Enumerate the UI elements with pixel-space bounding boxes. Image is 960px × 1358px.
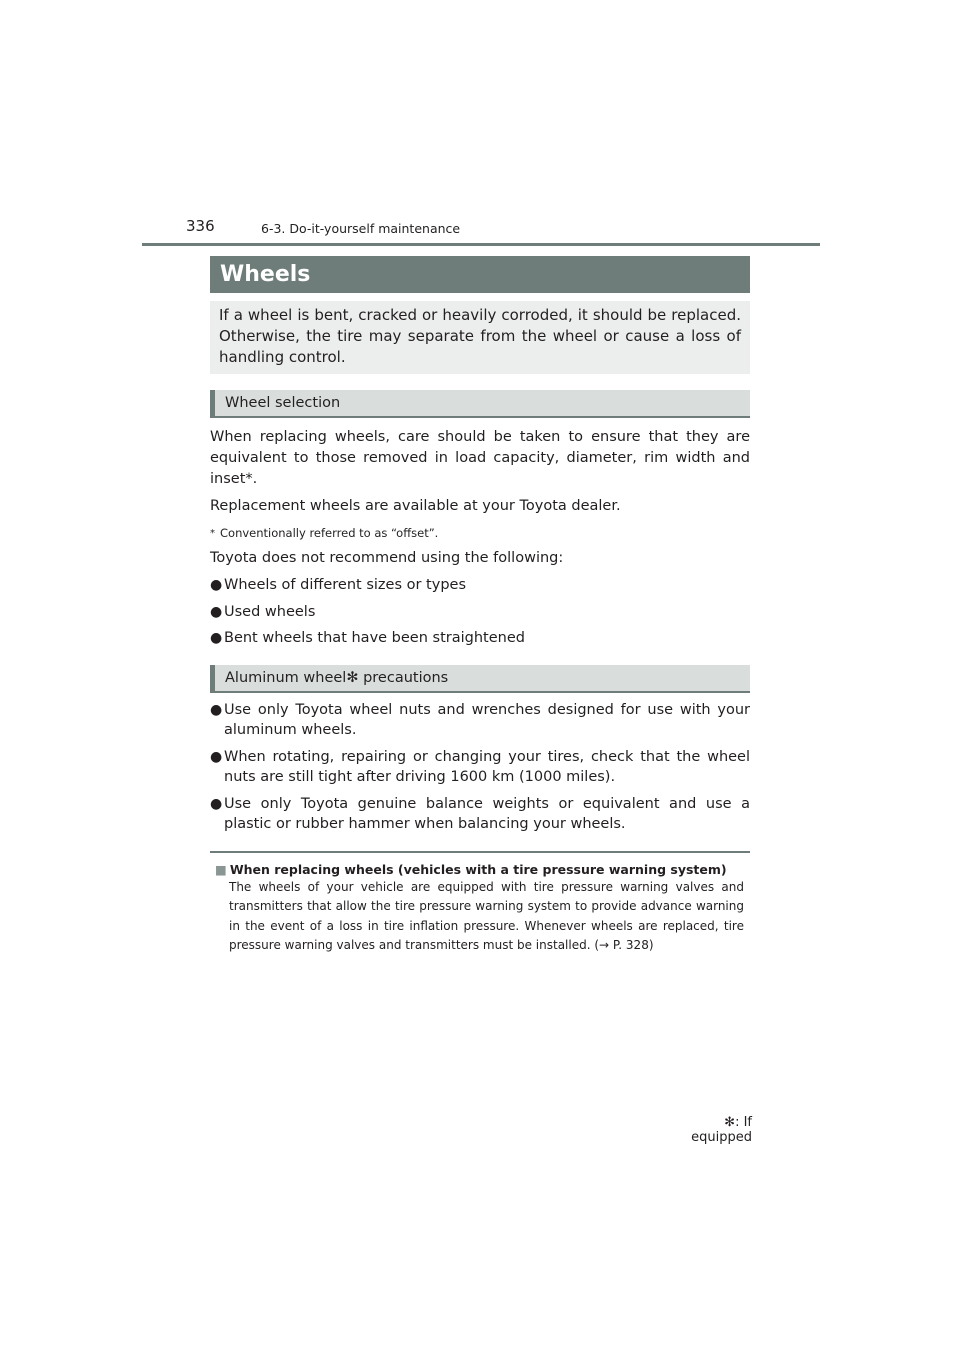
list-item xyxy=(210,794,750,835)
note-box xyxy=(210,853,750,956)
bullet-icon: ● xyxy=(210,630,223,646)
footnote-text: Conventionally referred to as “offset”. xyxy=(220,526,439,540)
aluminum-precautions-heading: Aluminum wheel✻ precautions xyxy=(210,665,750,693)
list-item xyxy=(210,628,750,649)
page-content xyxy=(210,256,750,956)
note-heading xyxy=(215,861,744,878)
square-icon: ■ xyxy=(215,861,227,877)
dealer-paragraph: Replacement wheels are available at your Toyota dealer. xyxy=(210,498,621,514)
if-equipped-note: ✻: If equipped xyxy=(691,1115,752,1145)
list-item-text: Use only Toyota wheel nuts and wrenches designed for use with your aluminum wheels. xyxy=(224,701,750,738)
footnote-mark: * xyxy=(210,528,215,539)
note-ref-open: ( xyxy=(594,938,600,952)
note-heading-text: When replacing wheels (vehicles with a tire pressure warning system) xyxy=(229,861,727,877)
note-body: The wheels of your vehicle are equipped with tire pressure warning valves and transmitters that allow the tire pressure warning system to provide advance warning in the event of a loss in tire inflation pressure. Whenever wheels are replaced, tire pressure warning valves and transmitters must be installed. xyxy=(229,879,744,952)
bullet-icon: ● xyxy=(210,577,223,593)
list-item xyxy=(210,700,750,741)
list-item-text: When rotating, repairing or changing your tires, check that the wheel nuts are still tight after driving 1600 km (1000 miles). xyxy=(224,748,750,785)
note-text xyxy=(229,878,744,956)
not-recommended-list xyxy=(210,575,750,649)
page-reference-link[interactable]: P. 328) xyxy=(609,938,654,952)
list-item xyxy=(210,602,750,623)
intro-box: If a wheel is bent, cracked or heavily corroded, it should be replaced. Otherwise, the tire may separate from the wheel or cause a loss of handling control. xyxy=(210,301,750,374)
list-item xyxy=(210,747,750,788)
section-breadcrumb: 6-3. Do-it-yourself maintenance xyxy=(261,221,461,236)
arrow-right-icon: → xyxy=(599,938,610,952)
bullet-icon: ● xyxy=(210,603,223,620)
page-header xyxy=(0,0,960,250)
bullet-icon: ● xyxy=(210,748,223,765)
list-item-text: Wheels of different sizes or types xyxy=(224,577,467,593)
bullet-icon: ● xyxy=(210,701,223,718)
wheel-selection-paragraph: When replacing wheels, care should be taken to ensure that they are equivalent to those removed in load capacity, diameter, rim width and inset*. xyxy=(210,429,750,487)
header-divider xyxy=(142,243,820,246)
list-item-text: Use only Toyota genuine balance weights or equivalent and use a plastic or rubber hammer when balancing your wheels. xyxy=(224,795,750,832)
list-item xyxy=(210,575,750,596)
page-title: Wheels xyxy=(210,256,750,293)
page-number: 336 xyxy=(186,217,215,235)
list-item-text: Used wheels xyxy=(224,603,316,620)
bullet-icon: ● xyxy=(210,795,223,812)
footnote xyxy=(210,526,750,541)
list-item-text: Bent wheels that have been straightened xyxy=(224,630,525,646)
aluminum-precautions-list xyxy=(210,700,750,835)
wheel-selection-heading: Wheel selection xyxy=(210,390,750,418)
not-recommend-lead: Toyota does not recommend using the following: xyxy=(210,550,564,566)
